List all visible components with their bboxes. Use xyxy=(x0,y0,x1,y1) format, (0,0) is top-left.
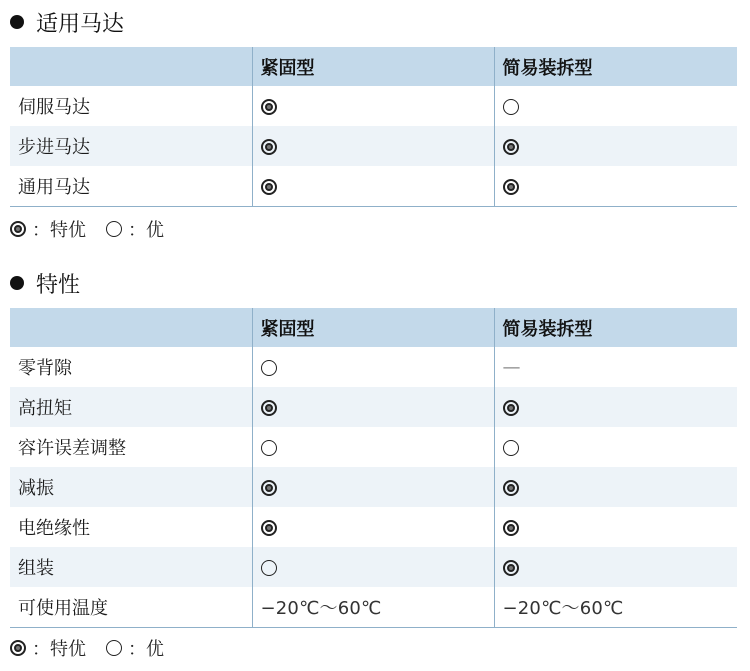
table-header-row xyxy=(10,47,737,86)
circle-icon xyxy=(106,221,122,237)
row-label: 可使用温度 xyxy=(10,587,252,628)
legend xyxy=(10,216,164,242)
row-label: 通用马达 xyxy=(10,166,252,207)
motor-table xyxy=(10,47,737,207)
section-title-text: 特性 xyxy=(36,272,81,298)
legend-good-label: ：优 xyxy=(128,639,164,660)
row-label: 步进马达 xyxy=(18,137,90,158)
table-row xyxy=(10,587,737,628)
rating-cell xyxy=(252,347,494,387)
circle-icon xyxy=(106,640,122,656)
rating-cell xyxy=(252,126,494,166)
temperature-value: −20℃～60℃ xyxy=(260,598,382,619)
rating-cell xyxy=(252,387,494,427)
double-circle-icon xyxy=(261,139,277,155)
circle-icon xyxy=(261,560,277,576)
double-circle-icon xyxy=(261,520,277,536)
header-easy-removal-type: 简易装拆型 xyxy=(494,47,737,86)
legend-good-label: ：优 xyxy=(128,220,164,241)
rating-cell xyxy=(494,126,737,166)
double-circle-icon xyxy=(10,221,26,237)
row-label: 电绝缘性 xyxy=(18,518,90,539)
section-title-features xyxy=(8,268,80,298)
rating-cell xyxy=(494,547,737,587)
double-circle-icon xyxy=(261,480,277,496)
bullet-icon xyxy=(10,276,24,290)
row-label: 容许误差调整 xyxy=(18,438,126,459)
rating-cell xyxy=(494,427,737,467)
double-circle-icon xyxy=(261,400,277,416)
row-label: 零背隙 xyxy=(18,358,72,379)
table-row xyxy=(10,387,737,427)
rating-cell xyxy=(252,86,494,126)
table-row xyxy=(10,467,737,507)
double-circle-icon xyxy=(503,520,519,536)
rating-cell xyxy=(494,166,737,207)
double-circle-icon xyxy=(503,560,519,576)
row-label: 高扭矩 xyxy=(18,398,72,419)
table-row xyxy=(10,547,737,587)
temperature-value: −20℃～60℃ xyxy=(502,598,624,619)
circle-icon xyxy=(261,360,277,376)
rating-cell xyxy=(252,507,494,547)
legend-excellent-label: ：特优 xyxy=(32,220,86,241)
rating-cell xyxy=(252,427,494,467)
temperature-cell xyxy=(494,587,737,628)
row-label: 减振 xyxy=(18,478,54,499)
temperature-cell xyxy=(252,587,494,628)
legend-excellent-label: ：特优 xyxy=(32,639,86,660)
table-row xyxy=(10,507,737,547)
rating-cell xyxy=(494,507,737,547)
table-row xyxy=(10,166,737,207)
double-circle-icon xyxy=(503,179,519,195)
double-circle-icon xyxy=(503,400,519,416)
rating-cell xyxy=(252,467,494,507)
row-label: 组装 xyxy=(18,558,54,579)
rating-cell xyxy=(494,347,737,387)
double-circle-icon xyxy=(261,99,277,115)
header-easy-removal-type: 简易装拆型 xyxy=(494,308,737,347)
circle-icon xyxy=(503,99,519,115)
rating-cell xyxy=(252,547,494,587)
double-circle-icon xyxy=(503,480,519,496)
table-row xyxy=(10,427,737,467)
circle-icon xyxy=(503,440,519,456)
section-title-motors xyxy=(8,7,124,37)
table-row xyxy=(10,126,737,166)
header-clamp-type: 紧固型 xyxy=(252,308,494,347)
section-title-text: 适用马达 xyxy=(36,11,125,37)
row-label: 伺服马达 xyxy=(18,97,90,118)
rating-cell xyxy=(494,467,737,507)
rating-cell xyxy=(494,387,737,427)
table-header-row xyxy=(10,308,737,347)
table-row xyxy=(10,347,737,387)
header-empty xyxy=(10,308,252,347)
double-circle-icon xyxy=(10,640,26,656)
header-clamp-type: 紧固型 xyxy=(252,47,494,86)
circle-icon xyxy=(261,440,277,456)
feature-table xyxy=(10,308,737,628)
header-empty xyxy=(10,47,252,86)
legend xyxy=(10,635,164,661)
double-circle-icon xyxy=(503,139,519,155)
dash-mark: — xyxy=(502,356,521,378)
double-circle-icon xyxy=(261,179,277,195)
rating-cell xyxy=(494,86,737,126)
rating-cell xyxy=(252,166,494,207)
bullet-icon xyxy=(10,15,24,29)
table-row xyxy=(10,86,737,126)
